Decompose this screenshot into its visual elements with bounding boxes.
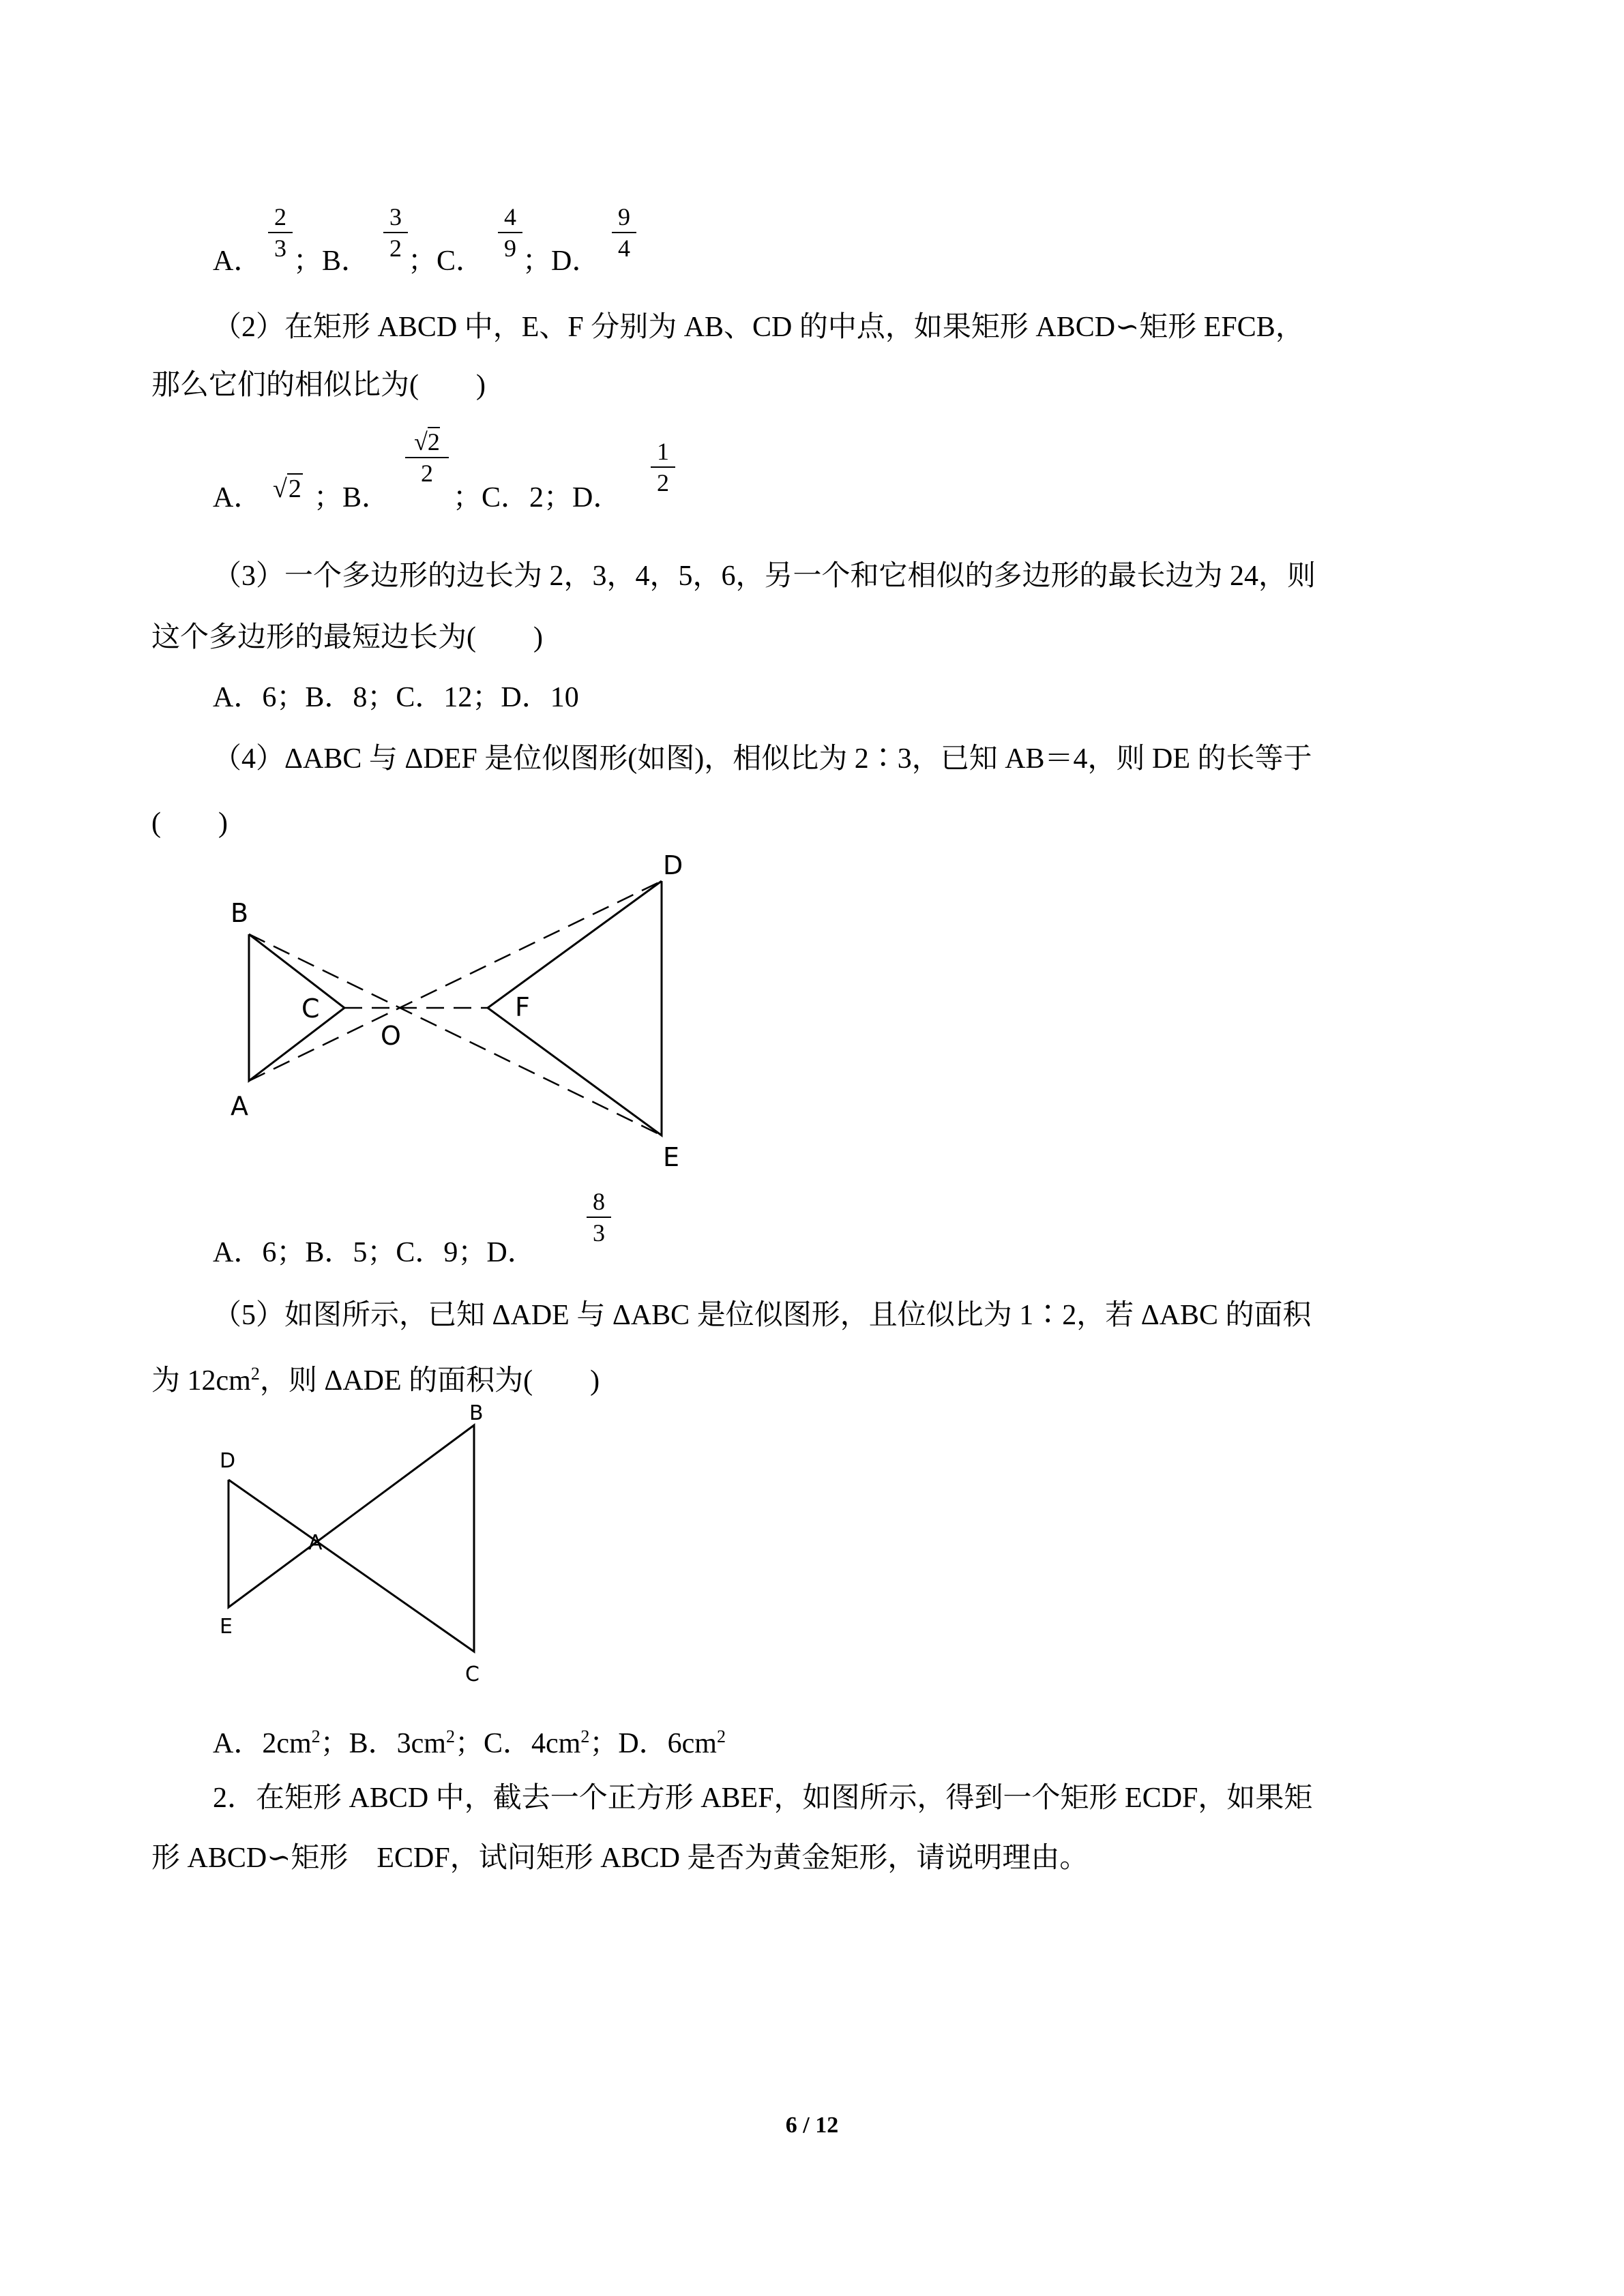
- q1-1-opt-b: ；B．: [293, 245, 370, 277]
- q1-2-line-1: （2）在矩形 ABCD 中，E、F 分别为 AB、CD 的中点，如果矩形 ABCD∽矩形 EFCB，: [213, 312, 1304, 343]
- q1-1-opt-d: ；D．: [522, 245, 601, 277]
- q2-line-2: 形 ABCD∽矩形 ECDF，试问矩形 ABCD 是否为黄金矩形，请说明理由。: [151, 1843, 1089, 1874]
- label-d: D: [663, 850, 683, 880]
- q1-4-options: A．6；B．5；C．9；D．: [213, 1237, 536, 1268]
- q1-3-options: A．6；B．8；C．12；D．10: [213, 682, 579, 713]
- q1-4-line-2: ( ): [151, 807, 228, 839]
- q1-3-line-1: （3）一个多边形的边长为 2，3，4，5，6，另一个和它相似的多边形的最长边为 24，则: [213, 561, 1316, 592]
- q1-1-opt-a-fraction: $\frac{2}{3}$: [268, 203, 293, 262]
- q1-2-opt-a: A．: [213, 482, 263, 513]
- label-e: E: [663, 1142, 680, 1172]
- q1-2-opt-d-fraction: $\frac{1}{2}$: [651, 438, 675, 496]
- q1-1-opt-a: A．: [213, 245, 263, 277]
- q1-1-opt-b-fraction: $\frac{3}{2}$: [383, 203, 408, 262]
- homothety-figure-2: [205, 1398, 518, 1698]
- q1-1-opt-d-fraction: $\frac{9}{4}$: [612, 203, 636, 262]
- q1-3-line-2: 这个多边形的最短边长为( ): [151, 622, 543, 653]
- triangle-def: [488, 881, 662, 1135]
- label-a: A: [231, 1091, 248, 1121]
- label-c: C: [301, 994, 320, 1024]
- homothety-figure-1: [218, 846, 709, 1187]
- label-b: B: [469, 1401, 484, 1425]
- label-a: A: [308, 1531, 323, 1555]
- q1-5-line-2: 为 $12cm^2$，则 ΔADE 的面积为( ): [151, 1364, 600, 1397]
- q1-5-options: A．$2cm^2$；B．$3cm^2$；C．$4cm^2$；D．$6cm^2$: [213, 1727, 726, 1759]
- q1-4-line-1: （4）ΔABC 与 ΔDEF 是位似图形(如图)，相似比为 2∶3，已知 AB＝4，则 DE 的长等于: [213, 743, 1312, 775]
- label-c: C: [465, 1663, 479, 1686]
- q2-line-1: 2．在矩形 ABCD 中，截去一个正方形 ABEF，如图所示，得到一个矩形 ECDF，如果矩: [213, 1783, 1313, 1814]
- q1-5-line-1: （5）如图所示，已知 ΔADE 与 ΔABC 是位似图形，且位似比为 1∶2，若 ΔABC 的面积: [213, 1300, 1312, 1331]
- q1-2-opt-b-fraction: $\frac{√2}{2}$: [405, 428, 449, 487]
- q1-2-opt-b: ；B．: [314, 482, 391, 513]
- label-e: E: [220, 1615, 233, 1639]
- q1-2-opt-c-d: ；C．2；D．: [453, 482, 622, 513]
- q1-1-opt-c-fraction: $\frac{4}{9}$: [498, 203, 522, 262]
- q1-1-opt-c: ；C．: [408, 245, 485, 277]
- bowtie-triangles: [228, 1425, 474, 1652]
- label-d: D: [220, 1449, 236, 1473]
- q1-2-opt-a-sqrt: √2: [273, 475, 301, 503]
- q1-4-opt-d-fraction: $\frac{8}{3}$: [587, 1188, 611, 1247]
- label-f: F: [515, 992, 530, 1022]
- q1-2-line-2: 那么它们的相似比为( ): [151, 370, 486, 401]
- triangle-abc: [249, 934, 344, 1081]
- page-number: 6 / 12: [785, 2113, 839, 2138]
- label-o: O: [381, 1021, 401, 1051]
- label-b: B: [231, 898, 249, 928]
